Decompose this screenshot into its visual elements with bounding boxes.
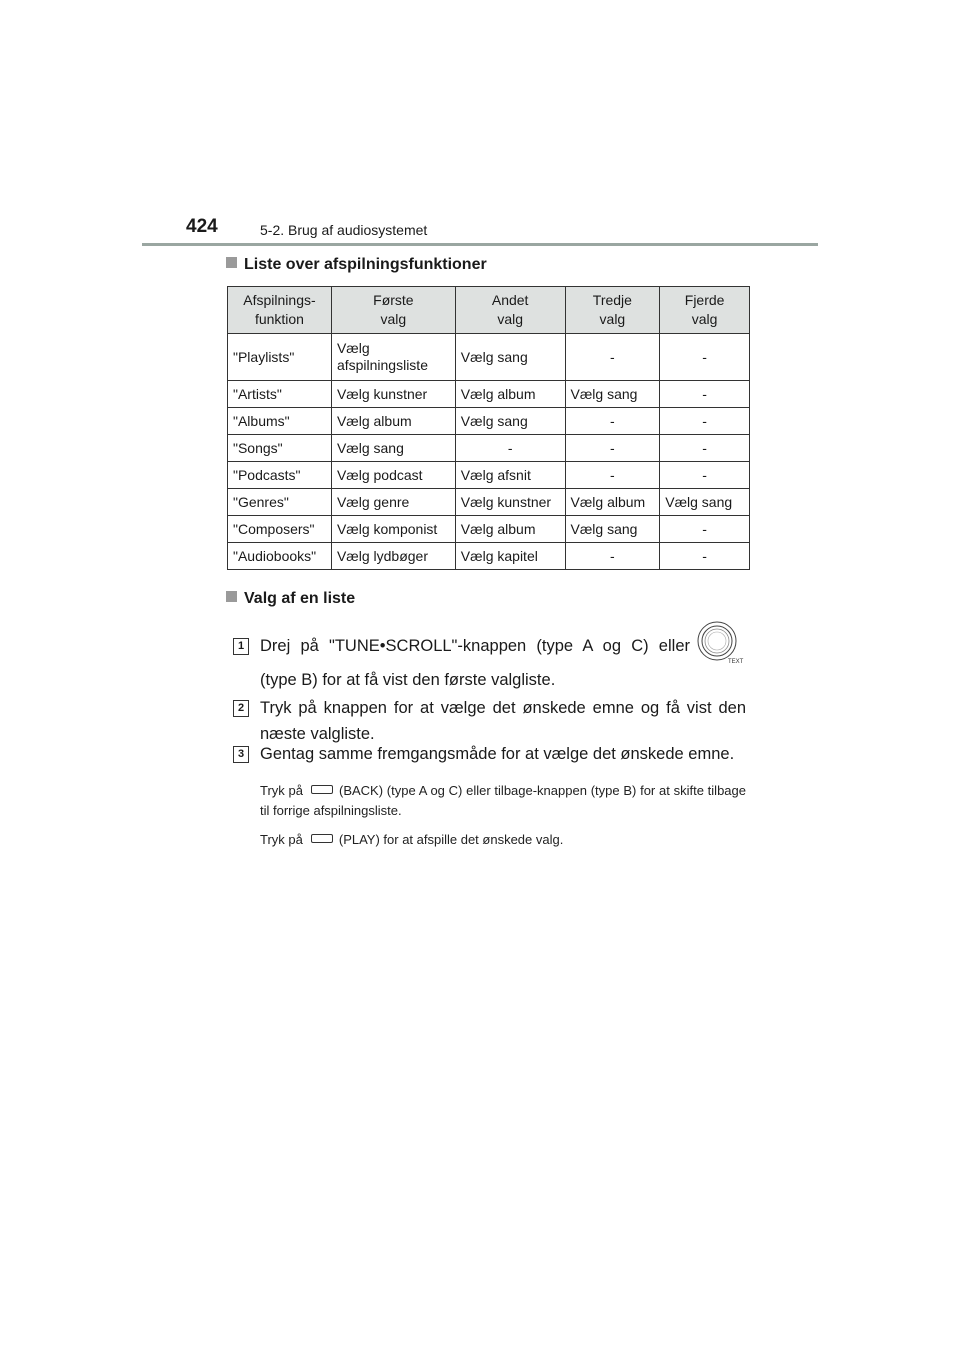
header-cell <box>565 287 660 334</box>
table-cell <box>455 408 565 435</box>
cell-text: - <box>702 439 707 456</box>
square-bullet-icon <box>226 257 237 268</box>
play-button-icon <box>311 834 333 843</box>
heading-select-list <box>226 590 355 608</box>
note-text-before: Tryk på <box>260 832 303 847</box>
table-cell <box>660 462 750 489</box>
cell-text: Vælg album <box>336 412 412 429</box>
header-cell <box>331 287 455 334</box>
note-text-before: Tryk på <box>260 783 303 798</box>
table-cell <box>565 435 660 462</box>
table-cell <box>660 543 750 570</box>
table-row <box>228 381 750 408</box>
cell-text: - <box>610 547 615 564</box>
table-cell <box>455 381 565 408</box>
tune-scroll-knob-icon <box>695 621 747 665</box>
note-text-after: (PLAY) for at afspille det ønskede valg. <box>338 832 564 847</box>
header-cell <box>228 287 332 334</box>
cell-text: Vælg kunstner <box>460 493 552 510</box>
header-rule <box>142 243 818 246</box>
page-number: 424 <box>186 216 218 237</box>
table-cell <box>331 381 455 408</box>
header-line: Tredje <box>592 292 632 308</box>
heading-text: Valg af en liste <box>244 590 356 607</box>
table-cell <box>565 543 660 570</box>
table-cell <box>455 334 565 381</box>
cell-text: Vælg album <box>460 520 536 537</box>
cell-text: Vælg sang <box>336 439 404 456</box>
table-cell <box>455 489 565 516</box>
table-cell <box>565 462 660 489</box>
cell-text: afspilningsliste <box>336 357 428 373</box>
table-cell <box>228 462 332 489</box>
step-number: 2 <box>233 700 249 717</box>
table-cell <box>331 408 455 435</box>
header-line: valg <box>497 311 523 327</box>
table-row <box>228 516 750 543</box>
table-cell <box>565 334 660 381</box>
note-play <box>260 830 746 850</box>
cell-text: - <box>702 520 707 537</box>
cell-text: "Playlists" <box>233 348 295 365</box>
table-row <box>228 489 750 516</box>
cell-text: Vælg <box>336 340 370 356</box>
table-row <box>228 543 750 570</box>
table-cell <box>660 489 750 516</box>
heading-playback-functions <box>226 256 487 274</box>
step-number: 1 <box>233 638 249 655</box>
step-number: 3 <box>233 746 249 763</box>
square-bullet-icon <box>226 591 237 602</box>
cell-text: Vælg podcast <box>336 466 423 483</box>
cell-text: Vælg sang <box>460 348 528 365</box>
table-cell <box>331 334 455 381</box>
cell-text: Vælg album <box>570 493 646 510</box>
cell-text: "Audiobooks" <box>233 547 317 564</box>
cell-text: Vælg lydbøger <box>336 547 428 564</box>
table-cell <box>660 408 750 435</box>
cell-text: "Genres" <box>233 493 289 510</box>
table-header-row <box>228 287 750 334</box>
cell-text: - <box>702 466 707 483</box>
cell-text: Vælg sang <box>570 385 638 402</box>
back-button-icon <box>311 785 333 794</box>
cell-text: "Artists" <box>233 385 282 402</box>
header-line: valg <box>380 311 407 327</box>
table-cell <box>228 516 332 543</box>
cell-text: Vælg genre <box>336 493 410 510</box>
cell-text: - <box>610 466 615 483</box>
table-cell <box>331 435 455 462</box>
cell-text: Vælg afsnit <box>460 466 531 483</box>
note-back <box>260 781 746 821</box>
table-cell <box>228 435 332 462</box>
cell-text: Vælg sang <box>570 520 638 537</box>
table-cell <box>228 408 332 435</box>
cell-text: - <box>702 348 707 365</box>
cell-text: Vælg album <box>460 385 536 402</box>
knob-label: TEXT <box>728 659 744 665</box>
heading-text: Liste over afspilningsfunktioner <box>244 256 487 273</box>
cell-text: - <box>507 439 513 456</box>
cell-text: - <box>610 439 615 456</box>
table-cell <box>331 516 455 543</box>
table-cell <box>565 381 660 408</box>
table-cell <box>228 381 332 408</box>
header-line: Første <box>373 292 414 308</box>
header-line: valg <box>599 311 626 327</box>
table-cell <box>455 516 565 543</box>
cell-text: Vælg kunstner <box>336 385 428 402</box>
cell-text: "Songs" <box>233 439 283 456</box>
cell-text: Vælg komponist <box>336 520 438 537</box>
table-row <box>228 408 750 435</box>
cell-text: Vælg sang <box>460 412 528 429</box>
step-text-line-2: (type B) for at få vist den første valgliste. <box>260 671 556 689</box>
table-cell <box>228 334 332 381</box>
cell-text: "Albums" <box>233 412 290 429</box>
table-cell <box>228 543 332 570</box>
step-text: Gentag samme fremgangsmåde for at vælge det ønskede emne. <box>260 745 735 763</box>
table-cell <box>331 489 455 516</box>
section-title: 5-2. Brug af audiosystemet <box>260 222 428 238</box>
cell-text: - <box>702 385 707 402</box>
table-cell <box>660 516 750 543</box>
table-cell <box>565 489 660 516</box>
header-line: Fjerde <box>684 292 725 308</box>
header-cell <box>660 287 750 334</box>
table-cell <box>331 543 455 570</box>
table-cell <box>565 516 660 543</box>
step-text <box>260 633 746 693</box>
step-text-line-1: Drej på "TUNE•SCROLL"-knappen (type A og C) eller <box>260 637 690 655</box>
table-cell <box>331 462 455 489</box>
playback-function-table <box>227 286 750 570</box>
header-line: valg <box>691 311 718 327</box>
table-cell <box>455 435 565 462</box>
table-cell <box>660 334 750 381</box>
table-cell <box>565 408 660 435</box>
cell-text: Vælg sang <box>665 493 733 510</box>
step-text: Tryk på knappen for at vælge det ønskede emne og få vist den næste valgliste. <box>260 699 746 743</box>
table-cell <box>455 462 565 489</box>
cell-text: - <box>610 412 615 429</box>
header-line: Afspilnings- <box>243 292 316 308</box>
cell-text: - <box>702 547 707 564</box>
table-cell <box>660 435 750 462</box>
table-cell <box>660 381 750 408</box>
header-line: Andet <box>491 292 529 308</box>
table-row <box>228 435 750 462</box>
header-cell <box>455 287 565 334</box>
table-cell <box>455 543 565 570</box>
cell-text: - <box>610 348 615 365</box>
table-cell <box>228 489 332 516</box>
cell-text: "Composers" <box>233 520 315 537</box>
table-row <box>228 462 750 489</box>
note-text-after: (BACK) (type A og C) eller tilbage-knappen (type B) for at skifte tilbage til forrige afspilningsliste. <box>260 783 746 818</box>
header-line: funktion <box>254 311 304 327</box>
cell-text: Vælg kapitel <box>460 547 538 564</box>
cell-text: "Podcasts" <box>233 466 301 483</box>
table-row <box>228 334 750 381</box>
cell-text: - <box>702 412 707 429</box>
